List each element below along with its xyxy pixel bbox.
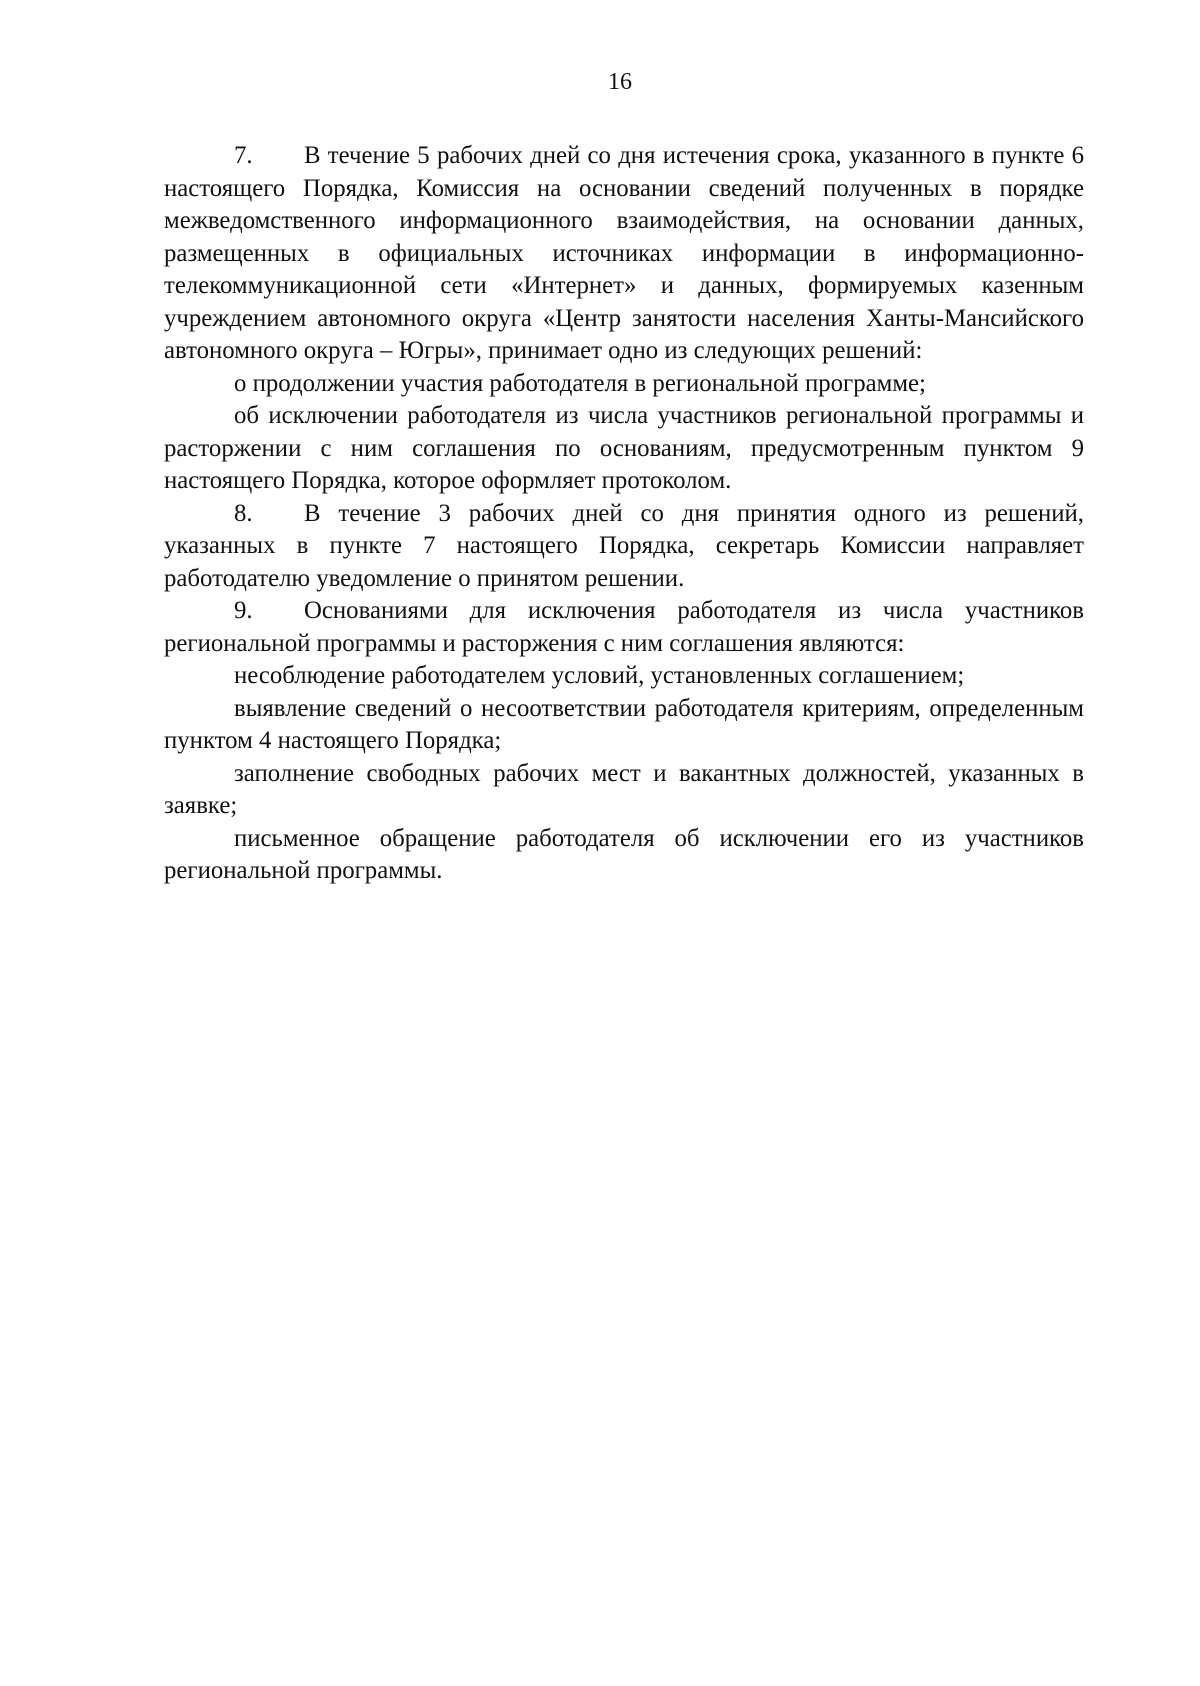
paragraph-text: письменное обращение работодателя об исключении его из участников региональной программы.: [164, 824, 1084, 884]
paragraph-number: 8.: [234, 499, 253, 527]
paragraph-number: 7.: [234, 142, 253, 169]
paragraph-text: об исключении работодателя из числа участников региональной программы и расторжении с ним соглашения по основаниям, предусмотренным пунктом 9 настоящего Порядка, которое оформляет протоколом.: [164, 402, 1084, 494]
exclusion-ground-criteria: [164, 693, 1084, 758]
decision-option-continue: [164, 368, 1084, 401]
document-body: [164, 140, 1084, 888]
paragraph-7: [164, 140, 1084, 368]
exclusion-ground-vacancies-filled: [164, 758, 1084, 823]
paragraph-text: заполнение свободных рабочих мест и вакантных должностей, указанных в заявке;: [164, 759, 1084, 819]
paragraph-8: [164, 498, 1084, 596]
paragraph-text: о продолжении участия работодателя в региональной программе;: [234, 369, 926, 397]
paragraph-text: Основаниями для исключения работодателя из числа участников региональной программы и расторжения с ним соглашения являются:: [164, 597, 1084, 657]
paragraph-text: несоблюдение работодателем условий, установленных соглашением;: [234, 662, 965, 689]
page-number: 16: [608, 69, 632, 95]
paragraph-text: В течение 5 рабочих дней со дня истечения срока, указанного в пункте 6 настоящего Порядка, Комиссия на основании сведений полученных в порядке межведомственного информационного взаимодействия, на основании данных, размещенных в официальных источниках информации в информационно-телекоммуникационной сети «Интернет» и данных, формируемых казенным учреждением автономного округа «Центр занятости населения Ханты-Мансийского автономного округа – Югры», принимает одно из следующих решений:: [164, 142, 1084, 364]
paragraph-number: 9.: [234, 597, 253, 624]
decision-option-exclude: [164, 400, 1084, 498]
paragraph-text: выявление сведений о несоответствии работодателя критериям, определенным пунктом 4 настоящего Порядка;: [164, 694, 1084, 754]
exclusion-ground-noncompliance: [164, 660, 1084, 693]
exclusion-ground-written-request: [164, 823, 1084, 888]
paragraph-9: [164, 595, 1084, 660]
paragraph-text: В течение 3 рабочих дней со дня принятия одного из решений, указанных в пункте 7 настоящего Порядка, секретарь Комиссии направляет работодателю уведомление о принятом решении.: [164, 499, 1084, 592]
